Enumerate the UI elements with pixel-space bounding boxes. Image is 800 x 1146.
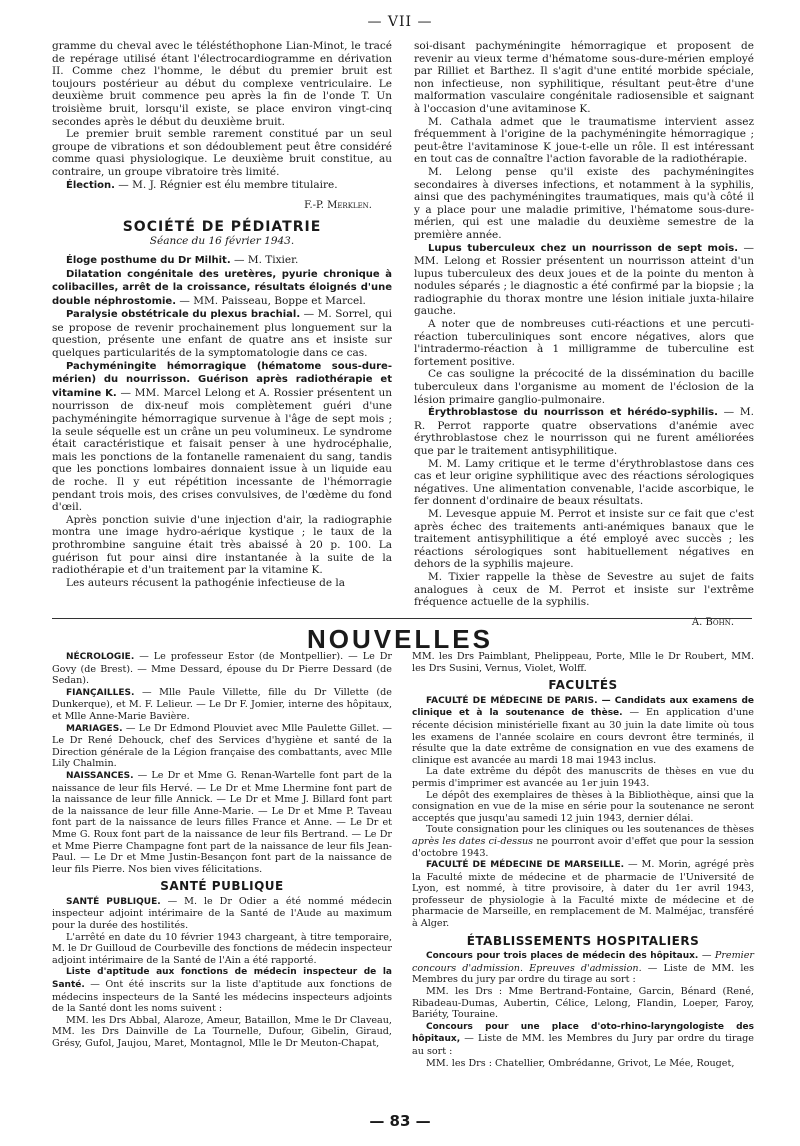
column-top-left	[52, 40, 392, 589]
item-text: — M. Morin, agrégé près la Faculté mixte de médecine et de pharmacie de l'Université de Lyon, est nommé, à titre provisoire, à dater du 1er avril 1943, professeur de physiologie à la Faculté mixte de médecine et de pharmacie de Marseille, en remplacement de M. Malméjac, transféré à Alger.	[412, 859, 754, 930]
paragraph	[52, 687, 392, 723]
item-label: Pachyméningite hémorragique (hématome sous-dure-mérien) du nourrisson. Guérison après radiothérapie et vitamine K.	[52, 360, 392, 399]
item-label: Dilatation congénitale des uretères, pyurie chronique à colibacilles, arrêt de la croissance, résultats éloignés d'une double néphrostomie.	[52, 268, 392, 307]
paragraph	[412, 1021, 754, 1058]
item-label: FACULTÉ DE MÉDECINE DE PARIS. — Candidats aux examens de clinique et à la soutenance de thèse.	[412, 695, 754, 719]
paragraph	[414, 406, 754, 457]
paragraph	[52, 268, 392, 309]
paragraph: MM. les Drs Abbal, Alaroze, Ameur, Bataillon, Mme le Dr Claveau, MM. les Drs Dainville de La Tournelle, Dufour, Gibelin, Giraud, Grésy, Gufol, Jaujou, Maret, Montagnol, Mlle le Dr Meuton-Chapat,	[52, 1014, 392, 1049]
item-label: FACULTÉ DE MÉDECINE DE MARSEILLE.	[426, 860, 625, 871]
paragraph	[52, 770, 392, 875]
paragraph	[52, 360, 392, 514]
paragraph	[412, 950, 754, 986]
paragraph	[412, 695, 754, 767]
signature: F.-P. Merklen.	[304, 200, 372, 212]
signature: A. Bohn.	[691, 616, 734, 628]
column-top-right	[414, 40, 754, 635]
item-label: NAISSANCES.	[66, 770, 134, 781]
column-bottom-left	[52, 651, 392, 1050]
item-text: — MM. Lelong et Rossier présentent un nourrisson atteint d'un lupus tuberculeux des deux joues et de la pointe du menton à nodules séparés ; le diagnostic a été confirmé par la biopsie ; la radiographie du thorax montre une lésion initiale juxta-hilaire gauche.	[414, 241, 755, 318]
item-text: Toute consignation pour les cliniques ou les soutenances de thèses	[426, 824, 754, 836]
item-text-italic: — Premier concours d'admission. Epreuves d'admission.	[412, 950, 755, 974]
item-label: Éloge posthume du Dr Milhit.	[66, 254, 231, 266]
paragraph: Le premier bruit semble rarement constitué par un seul groupe de vibrations et son dédoublement peut être considéré comme quasi physiologique. Le deuxième bruit constitue, au contraire, un groupe vibratoire très limité.	[52, 128, 392, 178]
paragraph: M. M. Lamy critique et le terme d'érythroblastose dans ces cas et leur origine syphilitique avec des réactions sérologiques négatives. Une alimentation convenable, l'acide ascorbique, le fer donnent d'ordinaire de beaux résultats.	[414, 457, 754, 508]
item-label: Paralysie obstétricale du plexus brachial.	[66, 309, 301, 321]
paragraph	[412, 824, 754, 859]
item-label: Lupus tuberculeux chez un nourrisson de sept mois.	[428, 242, 739, 254]
paragraph	[52, 254, 392, 268]
paragraph	[412, 859, 754, 930]
paragraph: A noter que de nombreuses cuti-réactions et une percuti-réaction tuberculiniques sont encore négatives, alors que l'intradermo-réaction à 1 milligramme de tuberculine est fortement positive.	[414, 318, 754, 368]
paragraph	[52, 896, 392, 932]
divider-rule	[52, 618, 752, 619]
item-label: SANTÉ PUBLIQUE.	[66, 896, 161, 907]
paragraph: MM. les Drs Paimblant, Phelippeau, Porte, Mlle le Dr Roubert, MM. les Drs Susini, Vernus, Violet, Wolff.	[412, 651, 754, 674]
item-label: Érythroblastose du nourrisson et hérédo-syphilis.	[428, 407, 718, 419]
paragraph: MM. les Drs : Chatellier, Ombrédanne, Grivot, Le Mée, Rouget,	[426, 1057, 735, 1069]
page-number: — 83 —	[369, 1112, 431, 1130]
section-subtitle: Séance du 16 février 1943.	[149, 235, 295, 248]
section-title: SOCIÉTÉ DE PÉDIATRIE	[122, 218, 322, 235]
item-label: Élection.	[66, 179, 115, 191]
paragraph	[414, 242, 754, 319]
paragraph: M. Levesque appuie M. Perrot et insiste sur ce fait que c'est après échec des traitements anti-anémiques banaux que le traitement antisyphilitique a été employé avec succès ; les réactions sérologiques sont habituellement négatives en dehors de la syphilis majeure.	[414, 507, 754, 571]
paragraph: Ce cas souligne la précocité de la dissémination du bacille tuberculeux dans l'organisme au moment de l'éclosion de la lésion primaire ganglio-pulmonaire.	[414, 368, 754, 406]
section-title: SANTÉ PUBLIQUE	[160, 879, 284, 894]
nouvelles-title: NOUVELLES	[307, 624, 493, 654]
item-label: MARIAGES.	[66, 723, 123, 734]
paragraph	[52, 723, 392, 770]
paragraph	[52, 651, 392, 687]
item-text: ne pourront avoir d'effet que pour la session d'octobre 1943.	[412, 835, 754, 859]
paragraph: M. Lelong pense qu'il existe des pachyméningites secondaires à diverses infections, et notamment à la syphilis, ainsi que des pachyméningites traumatiques, mais qu'à côté il y a place pour une maladie primitive, l'hématome sous-dure-mérien, qui est une maladie du deuxième semestre de la première année.	[414, 165, 754, 241]
item-text: — En application d'une récente décision ministérielle fixant au 30 juin la date limite où tous les examens de l'année scolaire en cours devront être terminés, il résulte que la date extrême de consignation en vue des examens de clinique est avancée au mardi 18 mai 1943 inclus.	[412, 707, 754, 766]
item-text: — MM. Marcel Lelong et A. Rossier présentent un nourrisson de dix-neuf mois complètement guéri d'une pachyméningite hémorragique survenue à l'âge de sept mois ; la seule séquelle est un crâne un peu volumineux. Le syndrome était caractéristique et faisait penser à une hydrocéphalie, mais les ponctions de la fontanelle ramenaient du sang, tandis que les ponctions lombaires donnaient issue à un liquide eau de roche. Il y eut répétition incessante de l'hémorragie pendant trois mois, des crises convulsives, de l'œdème du fond d'œil.	[52, 386, 392, 514]
paragraph	[52, 308, 392, 359]
item-text: — Le Dr Edmond Plouviet avec Mlle Paulette Gillet. — Le Dr René Dehouck, chef des Services d'hygiène et santé de la Direction générale de la Légion française des combattants, avec Mlle Lily Chalmin.	[52, 722, 392, 770]
paragraph	[52, 966, 392, 1014]
item-text: — Liste de MM. les Membres du Jury par ordre du tirage au sort :	[412, 1033, 754, 1057]
item-label: Liste d'aptitude aux fonctions de médecin inspecteur de la Santé.	[52, 967, 392, 991]
paragraph: soi-disant pachyméningite hémorragique et proposent de revenir au vieux terme d'hématome sous-dure-mérien employé par Rilliet et Barthez. Il s'agit d'une entité morbide spéciale, non infectieuse, non syphilitique, résultant peut-être d'une malformation vasculaire congénitale radiosensible et saignant à l'occasion d'une avitaminose K.	[414, 40, 754, 115]
paragraph	[52, 179, 392, 193]
item-label: FIANÇAILLES.	[66, 687, 135, 698]
item-text: — Liste de MM. les Membres du jury par ordre du tirage au sort :	[412, 962, 755, 986]
item-text: — Le professeur Estor (de Montpellier). — Le Dr Govy (de Brest). — Mme Dessard, épouse du Dr Pierre Dessard (de Sedan).	[52, 651, 392, 687]
section-title: FACULTÉS	[548, 678, 618, 693]
paragraph: Les auteurs récusent la pathogénie infectieuse de la	[66, 576, 346, 589]
paragraph: MM. les Drs : Mme Bertrand-Fontaine, Garcin, Bénard (René, Ribadeau-Dumas, Aubertin, Célice, Lelong, Flandin, Loeper, Faroy, Bariéty, Touraine.	[412, 986, 754, 1021]
paragraph: M. Cathala admet que le traumatisme intervient assez fréquemment à l'origine de la pachyméningite hémorragique ; peut-être l'avitaminose K joue-t-elle un rôle. Il est intéressant en tout cas de connaître l'action favorable de la radiothérapie.	[414, 115, 754, 166]
item-label: NÉCROLOGIE.	[66, 652, 135, 662]
item-text: — M. Sorrel, qui se propose de revenir prochainement plus longuement sur la question, présente une enfant de quatre ans et insiste sur quelques particularités de la symptomatologie dans ce cas.	[52, 308, 393, 360]
item-text: — M. le Dr Odier a été nommé médecin inspecteur adjoint intérimaire de la Santé de l'Aude au maximum pour la durée des hostilités.	[52, 895, 392, 932]
paragraph: L'arrêté en date du 10 février 1943 chargeant, à titre temporaire, M. le Dr Guilloud de Courbeville des fonctions de médecin inspecteur adjoint intérimaire de la Santé de l'Ain a été rapporté.	[52, 931, 392, 966]
paragraph: Le dépôt des exemplaires de thèses à la Bibliothèque, ainsi que la consignation en vue de la mise en série pour la soutenance ne seront acceptés que jusqu'au samedi 12 juin 1943, dernier délai.	[412, 789, 754, 824]
item-text: — Ont été inscrits sur la liste d'aptitude aux fonctions de médecins inspecteurs de la Santé les médecins inspecteurs adjoints de la Santé dont les noms suivent :	[52, 979, 392, 1015]
page-number-roman: — VII —	[367, 14, 433, 30]
item-text-italic: après les dates ci-dessus	[412, 835, 534, 847]
paragraph: gramme du cheval avec le téléstéthophone Lian-Minot, le tracé de repérage utilisé étant l'électrocardiogramme en dérivation II. Comme chez l'homme, le début du premier bruit est toujours postérieur au début du complexe ventriculaire. Le deuxième bruit commence peu après la fin de l'onde T. Un troisième bruit, lorsqu'il existe, se place environ vingt-cinq secondes après le début du deuxième bruit.	[52, 40, 392, 128]
item-text: — MM. Paisseau, Boppe et Marcel.	[176, 294, 366, 307]
item-text: — M. J. Régnier est élu membre titulaire.	[114, 178, 338, 191]
paragraph: La date extrême du dépôt des manuscrits de thèses en vue du permis d'imprimer est avancée au 1er juin 1943.	[412, 766, 754, 789]
item-label: Concours pour trois places de médecin des hôpitaux.	[426, 951, 699, 962]
paragraph: Après ponction suivie d'une injection d'air, la radiographie montra une image hydro-aérique kystique ; le taux de la prothrombine sanguine était très abaissé à 20 p. 100. La guérison fut pour ainsi dire instantanée à la suite de la radiothérapie et d'un traitement par la vitamine K.	[52, 513, 392, 577]
item-text: — M. Tixier.	[230, 253, 299, 266]
item-label: Concours pour une place d'oto-rhino-laryngologiste des hôpitaux,	[412, 1021, 754, 1045]
item-text: — Mlle Paule Villette, fille du Dr Villette (de Dunkerque), et M. F. Lelieur. — Le Dr F. Jomier, interne des hôpitaux, et Mlle Anne-Marie Bavière.	[52, 686, 392, 722]
item-text: — Le Dr et Mme G. Renan-Wartelle font part de la naissance de leur fils Hervé. — Le Dr et Mme Lhermine font part de la naissance de leur fille Annick. — Le Dr et Mme J. Billard font part de la naissance de leur fille Anne-Marie. — Le Dr et Mme P. Taveau font part de la naissance de leurs filles France et Anne. — Le Dr et Mme G. Roux font part de la naissance de leur fils Bertrand. — Le Dr et Mme Pierre Champagne font part de la naissance de leur fils Jean-Paul. — Le Dr et Mme Justin-Besançon font part de la naissance de leur fils Pierre. Nos bien vives félicitations.	[52, 769, 392, 875]
column-bottom-right	[412, 651, 754, 1069]
section-title: ÉTABLISSEMENTS HOSPITALIERS	[466, 933, 700, 948]
paragraph: M. Tixier rappelle la thèse de Sevestre au sujet de faits analogues à ceux de M. Perrot et insiste sur l'extrême fréquence actuelle de la syphilis.	[414, 570, 754, 609]
item-text: — M. R. Perrot rapporte quatre observations d'anémie avec érythroblastose chez le nourrisson qui ne furent améliorées que par le traitement antisyphilitique.	[414, 406, 754, 457]
